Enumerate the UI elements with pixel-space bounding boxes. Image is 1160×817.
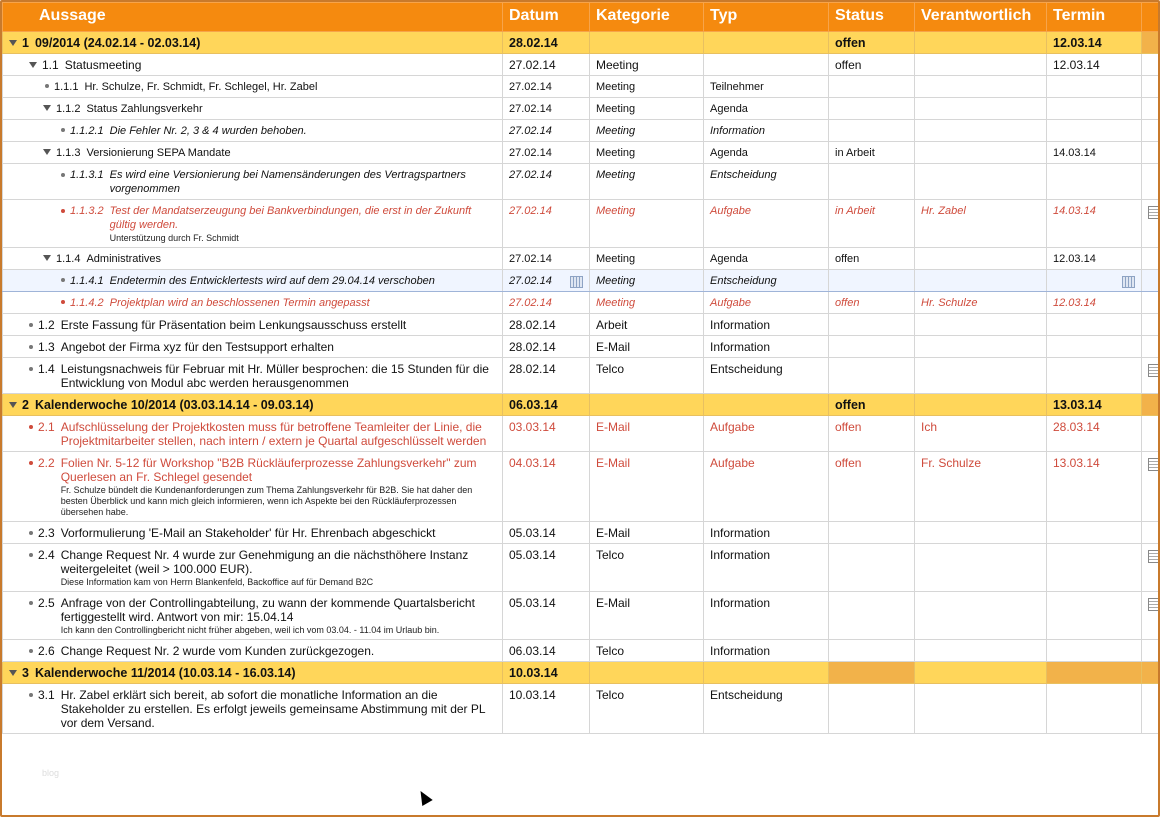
- table-row[interactable]: [3, 640, 1159, 662]
- bullet-icon: [61, 300, 65, 304]
- table-row[interactable]: [3, 358, 1159, 394]
- cell-note: [1142, 640, 1159, 662]
- bullet-icon: [61, 278, 65, 282]
- cell-typ[interactable]: Information: [704, 522, 829, 544]
- cell-typ[interactable]: Teilnehmer: [704, 76, 829, 98]
- cell-aussage[interactable]: 1.1 Statusmeeting: [3, 54, 503, 76]
- cell-status[interactable]: [829, 662, 915, 684]
- table-row[interactable]: [3, 314, 1159, 336]
- cell-status[interactable]: offen: [829, 292, 915, 314]
- bullet-icon: [29, 601, 33, 605]
- mouse-cursor-icon: [415, 788, 432, 806]
- cell-kategorie[interactable]: [590, 32, 704, 54]
- cell-status[interactable]: [829, 684, 915, 734]
- cell-status[interactable]: [829, 358, 915, 394]
- cell-verantwortlich[interactable]: [915, 394, 1047, 416]
- bullet-icon: [61, 209, 65, 213]
- table-row[interactable]: [3, 54, 1159, 76]
- col-header-datum[interactable]: Datum: [503, 3, 590, 32]
- cell-typ[interactable]: [704, 662, 829, 684]
- cell-kategorie[interactable]: Meeting: [590, 120, 704, 142]
- cell-verantwortlich[interactable]: [915, 684, 1047, 734]
- cell-aussage[interactable]: 3 Kalenderwoche 11/2014 (10.03.14 - 16.03.14): [3, 662, 503, 684]
- cell-datum[interactable]: 28.02.14: [503, 336, 590, 358]
- cell-typ[interactable]: Agenda: [704, 98, 829, 120]
- row-note: Unterstützung durch Fr. Schmidt: [109, 233, 239, 243]
- bullet-icon: [29, 323, 33, 327]
- outline-table: [2, 2, 1159, 734]
- cell-verantwortlich[interactable]: Hr. Schulze: [915, 292, 1047, 314]
- cell-datum[interactable]: 04.03.14: [503, 452, 590, 522]
- cell-note: [1142, 200, 1159, 248]
- cell-termin[interactable]: [1047, 76, 1142, 98]
- cell-termin[interactable]: [1047, 544, 1142, 592]
- cell-kategorie[interactable]: [590, 662, 704, 684]
- cell-datum[interactable]: 27.02.14: [503, 292, 590, 314]
- cell-status[interactable]: [829, 98, 915, 120]
- cell-kategorie[interactable]: E-Mail: [590, 336, 704, 358]
- cell-status[interactable]: [829, 522, 915, 544]
- table-row[interactable]: [3, 200, 1159, 248]
- cell-verantwortlich[interactable]: [915, 164, 1047, 200]
- cell-status[interactable]: [829, 120, 915, 142]
- cell-datum[interactable]: 27.02.14: [503, 248, 590, 270]
- triangle-down-icon[interactable]: [9, 670, 17, 676]
- triangle-down-icon[interactable]: [43, 105, 51, 111]
- triangle-down-icon[interactable]: [9, 40, 17, 46]
- cell-kategorie[interactable]: Meeting: [590, 200, 704, 248]
- table-row[interactable]: [3, 142, 1159, 164]
- cell-typ[interactable]: [704, 54, 829, 76]
- cell-note: [1142, 544, 1159, 592]
- cell-aussage[interactable]: 1.1.2.1 Die Fehler Nr. 2, 3 & 4 wurden behoben.: [3, 120, 503, 142]
- cell-note: [1142, 76, 1159, 98]
- cell-termin[interactable]: [1047, 314, 1142, 336]
- bullet-icon: [29, 425, 33, 429]
- table-row[interactable]: [3, 684, 1159, 734]
- cell-typ[interactable]: Aufgabe: [704, 452, 829, 522]
- col-header-verantwortlich[interactable]: Verantwortlich: [915, 3, 1047, 32]
- cell-typ[interactable]: Entscheidung: [704, 684, 829, 734]
- cell-kategorie[interactable]: Meeting: [590, 76, 704, 98]
- cell-verantwortlich[interactable]: [915, 98, 1047, 120]
- cell-typ[interactable]: Aufgabe: [704, 416, 829, 452]
- table-row[interactable]: [3, 336, 1159, 358]
- header-row: [3, 3, 1159, 32]
- cell-termin[interactable]: [1047, 592, 1142, 640]
- cell-aussage[interactable]: 1.4 Leistungsnachweis für Februar mit Hr. Müller besprochen: die 15 Stunden für die Entwicklung von Modul abc werden herausgenommen: [3, 358, 503, 394]
- triangle-down-icon[interactable]: [43, 255, 51, 261]
- cell-aussage[interactable]: 1.1.3 Versionierung SEPA Mandate: [3, 142, 503, 164]
- col-header-aussage[interactable]: Aussage: [3, 3, 503, 32]
- cell-termin[interactable]: [1047, 120, 1142, 142]
- cell-note: [1142, 98, 1159, 120]
- table-row[interactable]: [3, 662, 1159, 684]
- cell-datum[interactable]: 27.02.14: [503, 164, 590, 200]
- cell-verantwortlich[interactable]: [915, 522, 1047, 544]
- cell-termin[interactable]: [1047, 640, 1142, 662]
- note-icon[interactable]: [1148, 206, 1159, 219]
- table-row[interactable]: [3, 416, 1159, 452]
- cell-aussage[interactable]: 1.1.2 Status Zahlungsverkehr: [3, 98, 503, 120]
- cell-termin[interactable]: 13.03.14: [1047, 394, 1142, 416]
- cell-kategorie[interactable]: Telco: [590, 544, 704, 592]
- table-row[interactable]: [3, 544, 1159, 592]
- table-row[interactable]: [3, 248, 1159, 270]
- cell-typ[interactable]: [704, 32, 829, 54]
- cell-note: [1142, 164, 1159, 200]
- cell-termin[interactable]: [1047, 662, 1142, 684]
- cell-datum[interactable]: 06.03.14: [503, 640, 590, 662]
- cell-termin[interactable]: [1047, 98, 1142, 120]
- cell-typ[interactable]: Information: [704, 336, 829, 358]
- cell-note: [1142, 142, 1159, 164]
- cell-aussage[interactable]: 1.1.4 Administratives: [3, 248, 503, 270]
- cell-aussage[interactable]: 2 Kalenderwoche 10/2014 (03.03.14.14 - 09.03.14): [3, 394, 503, 416]
- bullet-icon: [29, 367, 33, 371]
- cell-kategorie[interactable]: E-Mail: [590, 416, 704, 452]
- cell-typ[interactable]: Information: [704, 314, 829, 336]
- cell-datum[interactable]: 05.03.14: [503, 522, 590, 544]
- cell-termin[interactable]: [1047, 684, 1142, 734]
- cell-aussage[interactable]: 2.4 Change Request Nr. 4 wurde zur Genehmigung an die nächsthöhere Instanz weitergeleitet (weil > 100.000 EUR). Diese Information kam von Herrn Blankenfeld, Backoffice auf für Demand B2C: [3, 544, 503, 592]
- row-note: Fr. Schulze bündelt die Kundenanforderungen zum Thema Zahlungsverkehr für B2B. Sie hat daher den besten Überblick und kann mich gleich informieren, wenn ich Aspekte bei den Rückläuferprozessen übersehen habe.: [60, 485, 473, 517]
- triangle-down-icon[interactable]: [9, 402, 17, 408]
- cell-kategorie[interactable]: Meeting: [590, 54, 704, 76]
- cell-note: [1142, 358, 1159, 394]
- cell-typ[interactable]: [704, 394, 829, 416]
- cell-termin[interactable]: [1047, 164, 1142, 200]
- cell-datum[interactable]: 03.03.14: [503, 416, 590, 452]
- cell-aussage[interactable]: 1.1.4.1 Endetermin des Entwicklertests wird auf dem 29.04.14 verschoben: [3, 270, 503, 292]
- cell-typ[interactable]: Information: [704, 592, 829, 640]
- cell-termin[interactable]: [1047, 358, 1142, 394]
- cell-note: [1142, 248, 1159, 270]
- cell-status[interactable]: offen: [829, 32, 915, 54]
- cell-datum[interactable]: 27.02.14: [503, 120, 590, 142]
- cell-kategorie[interactable]: Arbeit: [590, 314, 704, 336]
- calendar-icon[interactable]: [570, 276, 583, 288]
- cell-note: [1142, 336, 1159, 358]
- cell-note: [1142, 314, 1159, 336]
- cell-note: [1142, 452, 1159, 522]
- cell-datum[interactable]: 28.02.14: [503, 32, 590, 54]
- cell-termin[interactable]: [1047, 336, 1142, 358]
- bullet-icon: [29, 649, 33, 653]
- cell-aussage[interactable]: 1 09/2014 (24.02.14 - 02.03.14): [3, 32, 503, 54]
- cell-verantwortlich[interactable]: [915, 336, 1047, 358]
- bullet-icon: [61, 173, 65, 177]
- cell-datum[interactable]: 05.03.14: [503, 544, 590, 592]
- cell-note: [1142, 662, 1159, 684]
- cell-aussage[interactable]: 1.1.1 Hr. Schulze, Fr. Schmidt, Fr. Schlegel, Hr. Zabel: [3, 76, 503, 98]
- cell-kategorie[interactable]: Telco: [590, 684, 704, 734]
- cell-note: [1142, 120, 1159, 142]
- cell-aussage[interactable]: 2.6 Change Request Nr. 2 wurde vom Kunden zurückgezogen.: [3, 640, 503, 662]
- cell-termin[interactable]: 12.03.14: [1047, 32, 1142, 54]
- table-row[interactable]: [3, 394, 1159, 416]
- cell-aussage[interactable]: 3.1 Hr. Zabel erklärt sich bereit, ab sofort die monatliche Information an die Stakeholder zu erstellen. Es erfolgt jeweils gemeinsame Abstimmung mit der PL vor dem Versand.: [3, 684, 503, 734]
- cell-datum[interactable]: 10.03.14: [503, 684, 590, 734]
- cell-verantwortlich[interactable]: [915, 54, 1047, 76]
- cell-status[interactable]: [829, 314, 915, 336]
- cell-kategorie[interactable]: E-Mail: [590, 522, 704, 544]
- cell-typ[interactable]: Entscheidung: [704, 270, 829, 292]
- cell-kategorie[interactable]: Meeting: [590, 248, 704, 270]
- cell-verantwortlich[interactable]: [915, 32, 1047, 54]
- cell-note: [1142, 270, 1159, 292]
- cell-verantwortlich[interactable]: Ich: [915, 416, 1047, 452]
- triangle-down-icon[interactable]: [29, 62, 37, 68]
- cell-typ[interactable]: Information: [704, 640, 829, 662]
- cell-aussage[interactable]: 1.1.3.1 Es wird eine Versionierung bei Namensänderungen des Vertragspartners vorgenommen: [3, 164, 503, 200]
- cell-status[interactable]: in Arbeit: [829, 142, 915, 164]
- cell-termin[interactable]: 12.03.14: [1047, 292, 1142, 314]
- cell-typ[interactable]: Agenda: [704, 142, 829, 164]
- note-icon[interactable]: [1148, 364, 1159, 377]
- cell-termin[interactable]: [1047, 522, 1142, 544]
- bullet-icon: [45, 84, 49, 88]
- cell-datum[interactable]: 27.02.14: [503, 76, 590, 98]
- cell-status[interactable]: [829, 164, 915, 200]
- table-row[interactable]: [3, 270, 1159, 292]
- cell-typ[interactable]: Information: [704, 120, 829, 142]
- cell-termin[interactable]: 13.03.14: [1047, 452, 1142, 522]
- cell-kategorie[interactable]: Telco: [590, 358, 704, 394]
- cell-kategorie[interactable]: Meeting: [590, 142, 704, 164]
- table-row[interactable]: [3, 164, 1159, 200]
- cell-termin[interactable]: 12.03.14: [1047, 54, 1142, 76]
- cell-verantwortlich[interactable]: [915, 662, 1047, 684]
- cell-aussage[interactable]: 2.1 Aufschlüsselung der Projektkosten muss für betroffene Teamleiter der Linie, die Projektmitarbeiter stellen, nach intern / extern je Quartal aufgeschlüsselt werden: [3, 416, 503, 452]
- row-note: Ich kann den Controllingbericht nicht früher abgeben, weil ich vom 03.04. - 11.04 im Urlaub bin.: [60, 625, 440, 635]
- bullet-icon: [29, 693, 33, 697]
- cell-verantwortlich[interactable]: [915, 544, 1047, 592]
- bullet-icon: [29, 461, 33, 465]
- table-row[interactable]: [3, 452, 1159, 522]
- cell-kategorie[interactable]: Meeting: [590, 164, 704, 200]
- table-row[interactable]: [3, 98, 1159, 120]
- calendar-icon[interactable]: [1122, 276, 1135, 288]
- note-icon[interactable]: [1148, 598, 1159, 611]
- table-row[interactable]: [3, 292, 1159, 314]
- cell-status[interactable]: offen: [829, 416, 915, 452]
- cell-kategorie[interactable]: Telco: [590, 640, 704, 662]
- cell-verantwortlich[interactable]: [915, 248, 1047, 270]
- cell-termin[interactable]: [1047, 270, 1142, 292]
- cell-status[interactable]: in Arbeit: [829, 200, 915, 248]
- cell-kategorie[interactable]: E-Mail: [590, 592, 704, 640]
- bullet-icon: [29, 345, 33, 349]
- col-header-typ[interactable]: Typ: [704, 3, 829, 32]
- cell-kategorie[interactable]: Meeting: [590, 292, 704, 314]
- table-row[interactable]: [3, 592, 1159, 640]
- cell-datum[interactable]: 27.02.14: [503, 98, 590, 120]
- cell-typ[interactable]: Entscheidung: [704, 164, 829, 200]
- cell-verantwortlich[interactable]: Fr. Schulze: [915, 452, 1047, 522]
- cell-aussage[interactable]: 1.3 Angebot der Firma xyz für den Testsupport erhalten: [3, 336, 503, 358]
- cell-status[interactable]: [829, 336, 915, 358]
- cell-status[interactable]: offen: [829, 248, 915, 270]
- cell-termin[interactable]: 14.03.14: [1047, 142, 1142, 164]
- table-row[interactable]: [3, 522, 1159, 544]
- cell-note: [1142, 522, 1159, 544]
- cell-aussage[interactable]: 2.5 Anfrage von der Controllingabteilung, zu wann der kommende Quartalsbericht fertiggestellt wird. Antwort von mir: 15.04.14 Ich kann den Controllingbericht nicht früher abgeben, weil ich vom 03.04. - 11.04 im Urlaub bin.: [3, 592, 503, 640]
- cell-status[interactable]: offen: [829, 54, 915, 76]
- cell-verantwortlich[interactable]: Hr. Zabel: [915, 200, 1047, 248]
- cell-verantwortlich[interactable]: [915, 142, 1047, 164]
- cell-typ[interactable]: Entscheidung: [704, 358, 829, 394]
- cell-status[interactable]: offen: [829, 452, 915, 522]
- cell-termin[interactable]: 28.03.14: [1047, 416, 1142, 452]
- cell-verantwortlich[interactable]: [915, 592, 1047, 640]
- cell-termin[interactable]: 12.03.14: [1047, 248, 1142, 270]
- cell-verantwortlich[interactable]: [915, 270, 1047, 292]
- cell-aussage[interactable]: 2.3 Vorformulierung 'E-Mail an Stakeholder' für Hr. Ehrenbach abgeschickt: [3, 522, 503, 544]
- bullet-icon: [61, 128, 65, 132]
- bullet-icon: [29, 553, 33, 557]
- cell-datum[interactable]: 27.02.14: [503, 142, 590, 164]
- cell-datum[interactable]: 27.02.14: [503, 270, 590, 292]
- cell-datum[interactable]: 28.02.14: [503, 314, 590, 336]
- cell-aussage[interactable]: 2.2 Folien Nr. 5-12 für Workshop "B2B Rückläuferprozesse Zahlungsverkehr" zum Querlesen an Fr. Schlegel gesendet Fr. Schulze bündelt die Kundenanforderungen zum Thema Zahlungsverkehr für B2B. Sie hat daher den besten Überblick und kann mich gleich informieren, wenn ich Aspekte bei den Rückläuferprozessen übersehen habe.: [3, 452, 503, 522]
- cell-datum[interactable]: 10.03.14: [503, 662, 590, 684]
- cell-termin[interactable]: 14.03.14: [1047, 200, 1142, 248]
- cell-datum[interactable]: 27.02.14: [503, 54, 590, 76]
- cell-kategorie[interactable]: [590, 394, 704, 416]
- cell-note: [1142, 292, 1159, 314]
- cell-kategorie[interactable]: E-Mail: [590, 452, 704, 522]
- cell-kategorie[interactable]: Meeting: [590, 270, 704, 292]
- table-row[interactable]: [3, 76, 1159, 98]
- bullet-icon: [29, 531, 33, 535]
- cell-aussage[interactable]: 1.1.3.2 Test der Mandatserzeugung bei Bankverbindungen, die erst in der Zukunft gültig werden. Unterstützung durch Fr. Schmidt: [3, 200, 503, 248]
- cell-verantwortlich[interactable]: [915, 120, 1047, 142]
- cell-note: [1142, 54, 1159, 76]
- cell-verantwortlich[interactable]: [915, 358, 1047, 394]
- cell-status[interactable]: [829, 270, 915, 292]
- col-header-kategorie[interactable]: Kategorie: [590, 3, 704, 32]
- cell-typ[interactable]: Aufgabe: [704, 200, 829, 248]
- cell-status[interactable]: [829, 544, 915, 592]
- cell-aussage[interactable]: 1.1.4.2 Projektplan wird an beschlossenen Termin angepasst: [3, 292, 503, 314]
- cell-verantwortlich[interactable]: [915, 640, 1047, 662]
- cell-aussage[interactable]: 1.2 Erste Fassung für Präsentation beim Lenkungsausschuss erstellt: [3, 314, 503, 336]
- row-note: Diese Information kam von Herrn Blankenfeld, Backoffice auf für Demand B2C: [60, 577, 374, 587]
- note-icon[interactable]: [1148, 458, 1159, 471]
- cell-status[interactable]: [829, 76, 915, 98]
- cell-typ[interactable]: Aufgabe: [704, 292, 829, 314]
- cell-status[interactable]: [829, 640, 915, 662]
- cell-kategorie[interactable]: Meeting: [590, 98, 704, 120]
- cell-note: [1142, 684, 1159, 734]
- cell-datum[interactable]: 06.03.14: [503, 394, 590, 416]
- cell-note: [1142, 32, 1159, 54]
- cell-datum[interactable]: 05.03.14: [503, 592, 590, 640]
- cell-status[interactable]: offen: [829, 394, 915, 416]
- cell-typ[interactable]: Information: [704, 544, 829, 592]
- cell-verantwortlich[interactable]: [915, 314, 1047, 336]
- table-row[interactable]: [3, 120, 1159, 142]
- cell-typ[interactable]: Agenda: [704, 248, 829, 270]
- col-header-termin[interactable]: Termin: [1047, 3, 1142, 32]
- cell-datum[interactable]: 27.02.14: [503, 200, 590, 248]
- cell-note: [1142, 592, 1159, 640]
- note-icon[interactable]: [1148, 550, 1159, 563]
- cell-note: [1142, 416, 1159, 452]
- table-row[interactable]: [3, 32, 1159, 54]
- watermark: blog: [42, 768, 60, 778]
- cell-datum[interactable]: 28.02.14: [503, 358, 590, 394]
- col-header-status[interactable]: Status: [829, 3, 915, 32]
- cell-status[interactable]: [829, 592, 915, 640]
- col-header-note: [1142, 3, 1159, 32]
- triangle-down-icon[interactable]: [43, 149, 51, 155]
- cell-verantwortlich[interactable]: [915, 76, 1047, 98]
- cell-note: [1142, 394, 1159, 416]
